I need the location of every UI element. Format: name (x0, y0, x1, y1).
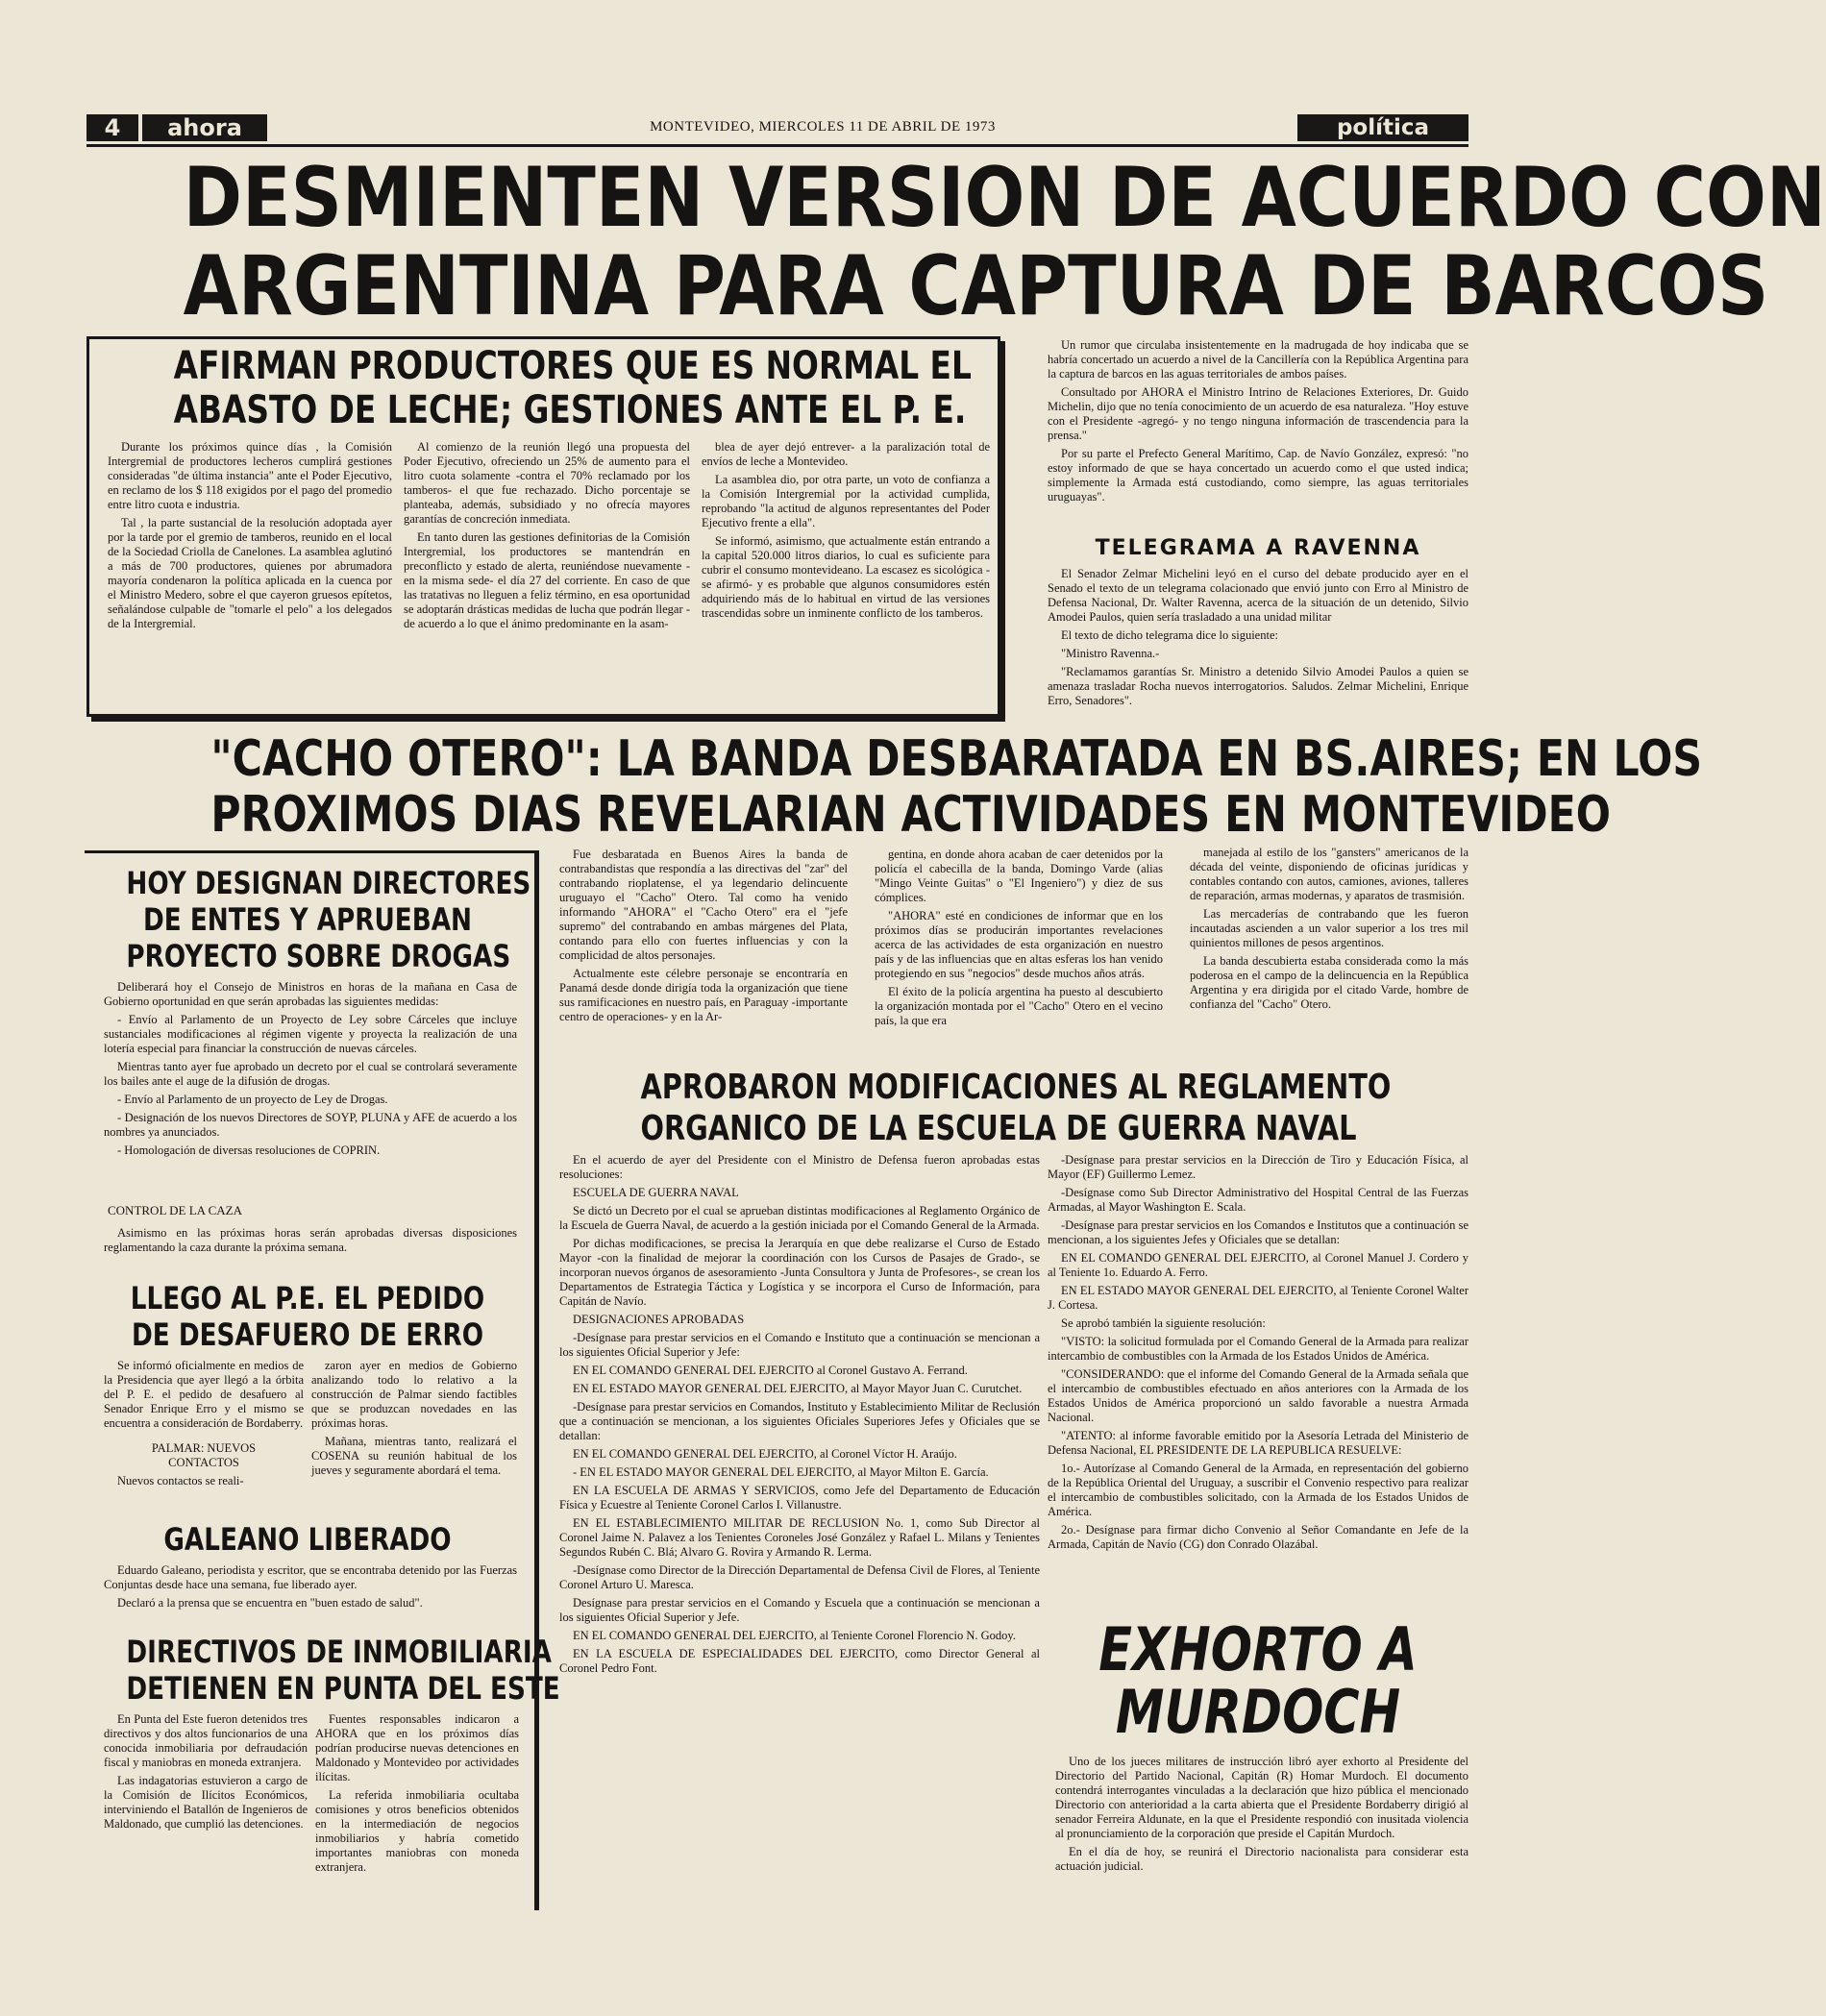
murdoch-body: Uno de los jueces militares de instrucción libró ayer exhorto al Presidente del Directorio del Partido Nacional, Capitán (R) Homar Murdoch. El documento contendrá interrogantes vinculadas a la declaración que hizo pública el mencionado Directorio con anterioridad a la carta abierta que el Presidente Bordaberry dirigió al senador Ferreira Aldunate, en la que el Presidente respondió con inusitada violencia al pronunciamiento de la corporación que preside el Capitán Murdoch. En el día de hoy, se reunirá el Directorio nacionalista para considerar esta actuación judicial. (1055, 1755, 1468, 1873)
milk-col1: Durante los próximos quince días , la Comisión Intergremial de productores lecheros cumplirá gestiones consideradas "de última instancia" ante el Poder Ejecutivo, en reclamo de los $ 118 exigidos por el pago del promedio entre litro cuota e industria. Tal , la parte sustancial de la resolución adoptada ayer por la tarde por el gremio de tamberos, reunido en el local de la Sociedad Criolla de Canelones. La asamblea aglutinó a más de 700 productores, quienes por abrumadora mayoría condenaron la política aplicada en la cuenca por el Ministro Medero, sobre el que cayeron gruesos epítetos, señalándose culpable de "tomarle el pelo" a los delegados de la Intergremial. (108, 440, 392, 630)
inmobiliaria-headline-line1: DIRECTIVOS DE INMOBILIARIA (126, 1634, 552, 1670)
council-headline-line1: HOY DESIGNAN DIRECTORES (126, 865, 531, 901)
milk-col2: Al comienzo de la reunión llegó una propuesta del Poder Ejecutivo, ofreciendo un 25% de aumento para el litro cuota solamente -contra el 70% reclamado por los tamberos- el que fue rechazado. Dicho porcentaje se planteaba, además, subsidiado y no ofrecía mayores garantías de concreción inmediata. En tanto duren las gestiones definitorias de la Comisión Intergremial, los productores se mantendrán en preconflicto y estado de alerta, reuniéndose nuevamente -en la misma sede- el día 27 del corriente. En caso de que las tratativas no lleguen a feliz término, en esa oportunidad se adoptarán drásticas medidas de lucha que podrán llegar -de acuerdo a lo que el ánimo predominante en la asam- (404, 440, 690, 630)
council-story-body: Deliberará hoy el Consejo de Ministros en horas de la mañana en Casa de Gobierno oportunidad en que serán aprobadas las siguientes medidas: - Envío al Parlamento de un Proyecto de Ley sobre Cárceles que incluye sustanciales modificaciones al régimen vigente y proyecta la realización de una lotería especial para financiar la construcción de nuevas cárceles. Mientras tanto ayer fue aprobado un decreto por el cual se controlará severamente los bailes ante el auge de la difusión de drogas. - Envío al Parlamento de un proyecto de Ley de Drogas. - Designación de los nuevos Directores de SOYP, PLUNA y AFE de acuerdo a los nombres ya anunciados. - Homologación de diversas resoluciones de COPRIN. (104, 980, 517, 1157)
galeano-body: Eduardo Galeano, periodista y escritor, que se encontraba detenido por las Fuerzas Conjuntas desde hace una semana, fue liberado ayer. Declaró a la prensa que se encuentra en "buen estado de salud". (104, 1563, 517, 1610)
header-rule (86, 144, 1468, 147)
erro-headline-line2: DE DESAFUERO DE ERRO (131, 1316, 484, 1353)
erro-headline-line1: LLEGO AL P.E. EL PEDIDO (130, 1280, 485, 1316)
naval-col2: -Desígnase para prestar servicios en la Dirección de Tiro y Educación Física, al Mayor (EF) Guillermo Lemez. -Desígnase como Sub Director Administrativo del Hospital Central de las Fuerzas Armadas, al Mayor Washington E. Scala. -Desígnase para prestar servicios en los Comandos e Institutos que a continuación se mencionan, a los siguientes Jefes y Oficiales que se detallan: EN EL COMANDO GENERAL DEL EJERCITO, al Coronel Manuel J. Cordero y al Teniente 1o. Eduardo A. Ferro. EN EL ESTADO MAYOR GENERAL DEL EJERCITO, al Teniente Coronel Walter J. Cortesa. Se aprobó también la siguiente resolución: "VISTO: la solicitud formulada por el Comando General de la Armada para realizar intercambio de combustibles con la Armada de los Estados Unidos de América. "CONSIDERANDO: que el informe del Comando General de la Armada señala que el intercambio de combustibles efectuado en años anteriores con la Armada de los Estados Unidos de América proporcionó un saldo favorable a nuestra Armada Nacional. "ATENTO: al informe favorable emitido por la Asesoría Letrada del Ministerio de Defensa Nacional, EL PRESIDENTE DE LA REPUBLICA RESUELVE: 1o.- Autorízase al Comando General de la Armada, en representación del gobierno de la República Oriental del Uruguay, a suscribir el Convenio respectivo para realizar el intercambio de combustibles solicitado, con la Armada de los Estados Unidos de América. 2o.- Desígnase para firmar dicho Convenio al Señor Comandante en Jefe de la Armada, Capitán de Navío (CG) don Conrado Olazábal. (1048, 1153, 1468, 1551)
otero-col3: manejada al estilo de los "gansters" americanos de la década del veinte, disponiendo de oficinas jurídicas y contables contando con autos, camiones, aviones, talleres de reparación, armas modernas, y aparatos de trasmisión. Las mercaderías de contrabando que les fueron incautadas ascienden a un valor superior a los tres mil quinientos millones de pesos argentinos. La banda descubierta estaba considerada como la más poderosa en el campo de la delincuencia en la República Argentina y era dirigida por el citado Varde, hombre de confianza del "Cacho" Otero. (1190, 846, 1468, 1011)
naval-col1: En el acuerdo de ayer del Presidente con el Ministro de Defensa fueron aprobadas estas resoluciones: ESCUELA DE GUERRA NAVAL Se dictó un Decreto por el cual se aprueban distintas modificaciones al Reglamento Orgánico de la Escuela de Guerra Naval, de acuerdo a la gestión iniciada por el Comando General de la Armada. Por dichas modificaciones, se precisa la Jerarquía en que debe realizarse el Curso de Estado Mayor -con la finalidad de mejorar la coordinación con los Cursos de Pasajes de Grado-, se incorporan nuevos órganos de asesoramiento -Junta Consultora y Junta de Profesores-, se crean los Departamentos de Estrategia Táctica y Logística y se incorpora el Curso de Información, para Capitán de Navío. DESIGNACIONES APROBADAS -Desígnase para prestar servicios en el Comando e Instituto que a continuación se mencionan a los siguientes Oficial Superior y Jefe: EN EL COMANDO GENERAL DEL EJERCITO al Coronel Gustavo A. Ferrand. EN EL ESTADO MAYOR GENERAL DEL EJERCITO, al Mayor Mayor Juan C. Curutchet. -Desígnase para prestar servicios en Comandos, Instituto y Establecimiento Militar de Reclusión que a continuación se mencionan, a los siguientes Oficiales Superiores Jefes y Oficiales que se detallan: EN EL COMANDO GENERAL DEL EJERCITO, al Coronel Víctor H. Araújo. - EN EL ESTADO MAYOR GENERAL DEL EJERCITO, al Mayor Milton E. García. EN LA ESCUELA DE ARMAS Y SERVICIOS, como Jefe del Departamento de Educación Física y Ecuestre al Teniente Coronel Carlos I. Villanustre. EN EL ESTABLECIMIENTO MILITAR DE RECLUSION No. 1, como Sub Director al Coronel Jaime N. Palavez a los Tenientes Coroneles José González y Rafael L. Milans y Tenientes Segundos Rubén C. Blá; Alvaro G. Rovira y Armando R. Lerma. -Desígnase como Director de la Dirección Departamental de Defensa Civil de Flores, al Teniente Coronel Arturo U. Maresca. Desígnase para prestar servicios en el Comando y Escuela que a continuación se mencionan a los siguientes Oficial Superior y Jefe. EN EL COMANDO GENERAL DEL EJERCITO, al Teniente Coronel Florencio N. Godoy. EN LA ESCUELA DE ESPECIALIDADES DEL EJERCITO, como Director General al Coronel Pedro Font. (559, 1153, 1040, 1675)
erro-col1-end: Nuevos contactos se reali- (117, 1474, 244, 1487)
telegram-story: El Senador Zelmar Michelini leyó en el curso del debate producido ayer en el Senado el texto de un telegrama colacionado que envió junto con Erro al Ministro de Defensa Nacional, Dr. Walter Ravenna, acerca de la situación de un detenido, Silvio Amodei Paulos, quien sería trasladado a una unidad militar El texto de dicho telegrama dice lo siguiente: "Ministro Ravenna.- "Reclamamos garantías Sr. Ministro a detenido Silvio Amodei Paulos a quien se amenaza trasladar Rocha nuevos interrogatorios. Saludos. Zelmar Michelini, Enrique Erro, Senadores". (1048, 567, 1468, 707)
murdoch-headline-line1: EXHORTO A (1098, 1614, 1418, 1684)
inmobiliaria-headline-line2: DETIENEN EN PUNTA DEL ESTE (126, 1670, 560, 1707)
otero-col2: gentina, en donde ahora acaban de caer detenidos por la policía el cabecilla de la banda, Domingo Varde (alias "Mingo Veinte Guitas" o "El Ingeniero") y diez de sus cómplices. "AHORA" esté en condiciones de informar que en los próximos días se producirán importantes revelaciones acerca de las actividades de esta organización en nuestro país y de las influencias que en altas esferas los han venido protegiendo en sus "negocios" desde muchos años atrás. El éxito de la policía argentina ha puesto al descubierto la organización montada por el "Cacho" Otero en el vecino país, la que era (875, 848, 1163, 1027)
page-number-box (86, 114, 138, 141)
page-number: 4 (104, 114, 121, 141)
inmobiliaria-col1: En Punta del Este fueron detenidos tres directivos y dos altos funcionarios de una conocida inmobiliaria por defraudación fiscal y maniobras en moneda extranjera. Las indagatorias estuvieron a cargo de la Comisión de Ilícitos Económicos, interviniendo el Batallón de Ingenieros de Maldonado, que cumplió las detenciones. (104, 1712, 308, 1831)
dateline: MONTEVIDEO, MIERCOLES 11 DE ABRIL DE 1973 (650, 119, 996, 135)
inmobiliaria-col2: Fuentes responsables indicaron a AHORA que en los próximos días podrían producirse nuevas detenciones en Maldonado y Montevideo por actividades ilícitas. La referida inmobiliaria ocultaba comisiones y otros beneficios obtenidos en la intermediación de negocios inmobiliarios y habría cometido importantes maniobras con moneda extranjera. (315, 1712, 519, 1874)
galeano-headline: GALEANO LIBERADO (163, 1521, 452, 1558)
section-label: política (1297, 114, 1468, 141)
naval-headline-line1: APROBARON MODIFICACIONES AL REGLAMENTO (640, 1068, 1392, 1107)
council-headline-line2: DE ENTES Y APRUEBAN (143, 901, 472, 938)
otero-headline-line2: PROXIMOS DIAS REVELARIAN ACTIVIDADES EN MONTEVIDEO (210, 786, 1611, 844)
caza-subhead: CONTROL DE LA CAZA (108, 1203, 242, 1217)
naval-headline-line2: ORGANICO DE LA ESCUELA DE GUERRA NAVAL (640, 1109, 1357, 1148)
milk-headline-line1: AFIRMAN PRODUCTORES QUE ES NORMAL EL (173, 344, 972, 388)
murdoch-headline-line2: MURDOCH (1115, 1677, 1401, 1747)
rumor-story: Un rumor que circulaba insistentemente en la madrugada de hoy indicaba que se habría concertado un acuerdo a nivel de la Cancillería con la República Argentina para la captura de barcos en las aguas territoriales de ambos países. Consultado por AHORA el Ministro Intrino de Relaciones Exteriores, Dr. Guido Michelin, dijo que no tenía conocimiento de un acuerdo de esa naturaleza. "Hoy estuve con el Presidente -agregó- y no tengo ninguna información de trascendencia para la prensa." Por su parte el Prefecto General Marítimo, Cap. de Navío González, expresó: "no estoy informado de que se haya concertado un acuerdo como el que usted indica; simplemente la Armada está custodiando, como siempre, las aguas territoriales uruguayas". (1048, 338, 1468, 504)
council-headline-line3: PROYECTO SOBRE DROGAS (126, 938, 511, 974)
erro-col2: zaron ayer en medios de Gobierno analizando todo lo relativo a la construcción de Palmar siendo factibles que se produzcan novedades en las próximas horas. Mañana, mientras tanto, realizará el COSENA su reunión habitual de los jueves y seguramente abordará el tema. (311, 1359, 517, 1477)
milk-col3: blea de ayer dejó entrever- a la paralización total de envíos de leche a Montevideo. La asamblea dio, por otra parte, un voto de confianza a la Comisión Intergremial por la actividad cumplida, reprobando "la actitud de algunos representantes del Poder Ejecutivo frente a ella". Se informó, asimismo, que actualmente están entrando a la capital 520.000 litros diarios, lo cual es suficiente para cubrir el consumo montevideano. La escasez es sicológica -se afirmó- y es probable que algunos consumidores estén adquiriendo más de lo habitual en virtud de las versiones trascendidas sobre un inminente conflicto de los tamberos. (702, 440, 990, 620)
main-headline-line2: ARGENTINA PARA CAPTURA DE BARCOS (183, 238, 1769, 334)
telegram-headline: TELEGRAMA A RAVENNA (1095, 536, 1421, 560)
caza-body: Asimismo en las próximas horas serán aprobadas diversas disposiciones reglamentando la caza durante la próxima semana. (104, 1226, 517, 1254)
main-headline-line1: DESMIENTEN VERSION DE ACUERDO CON (183, 150, 1826, 246)
otero-col1: Fue desbaratada en Buenos Aires la banda de contrabandistas que respondía a las directivas del "zar" del contrabando rioplatense, el ya legendario delincuente uruguayo el "Cacho" Otero. Tal como ha venido informando "AHORA" el "Cacho Otero" era el "jefe supremo" del contrabando en ambas márgenes del Plata, contando para ello con fuertes influencias y con la complicidad de altos personajes. Actualmente este célebre personaje se encontraría en Panamá desde donde dirigía toda la organización que tiene sus ramificaciones en nuestro país, en Paraguay -importante centro de operaciones- y en la Ar- (559, 848, 848, 1023)
milk-headline-line2: ABASTO DE LECHE; GESTIONES ANTE EL P. E. (173, 388, 967, 432)
otero-headline-line1: "CACHO OTERO": LA BANDA DESBARATADA EN BS.AIRES; EN LOS (210, 730, 1703, 788)
palmar-subhead: PALMAR: NUEVOS CONTACTOS (151, 1441, 257, 1469)
masthead: ahora (142, 114, 267, 141)
erro-col1: Se informó oficialmente en medios de la Presidencia que ayer llegó a la órbita del P. E. el pedido de desafuero al Senador Enrique Erro y el mismo se encuentra a consideración de Bordaberry. (104, 1359, 304, 1430)
